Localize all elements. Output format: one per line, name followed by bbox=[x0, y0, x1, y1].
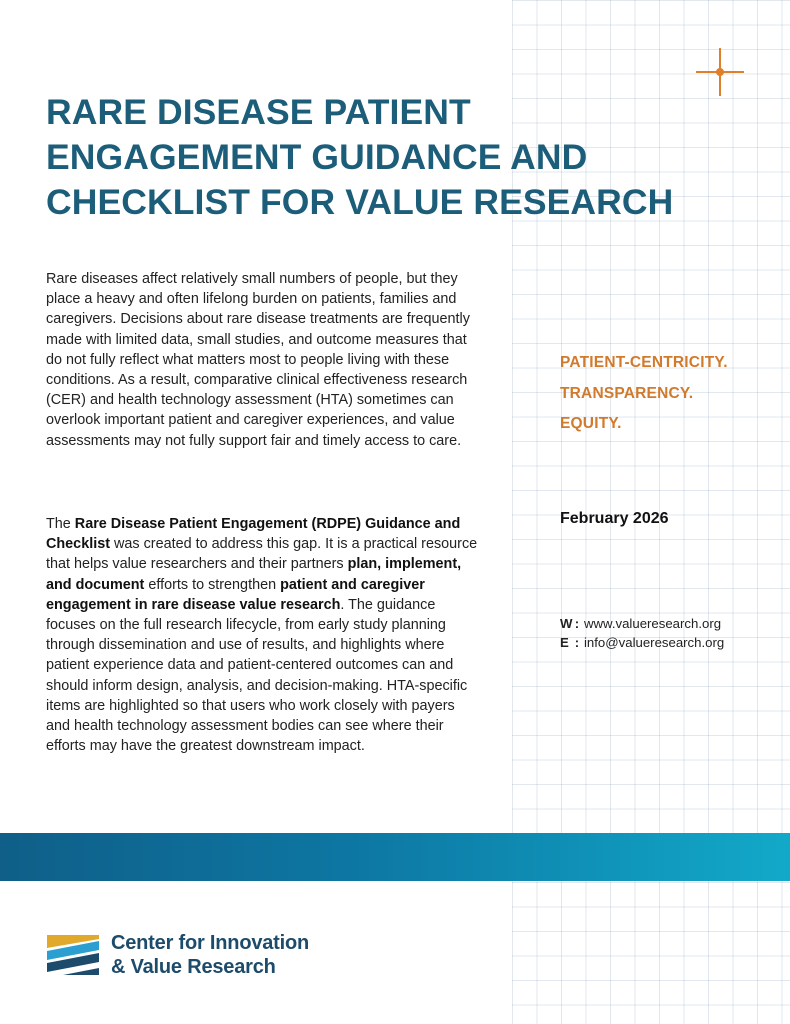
organization-logo-text bbox=[111, 931, 309, 979]
web-separator: : bbox=[574, 616, 580, 631]
p2-text-2: was created to address this gap. It is a practical resource that helps value researchers and their partners bbox=[46, 536, 478, 573]
intro-paragraph-2 bbox=[46, 514, 478, 756]
email-key: E bbox=[560, 635, 569, 650]
p2-text-3: efforts to strengthen bbox=[144, 576, 281, 593]
logo-line-1: Center for Innovation bbox=[111, 932, 310, 954]
p2-text-4: . The guidance focuses on the full research lifecycle, from early study planning through dissemination and use of results, and highlights where patient experience data and patient-centered outcomes can and should inform design, analysis, and decision-making. HTA-specific items are highlighted so that users who work closely with payers and health technology assessment bodies can see where their efforts may have the greatest downstream impact. bbox=[46, 596, 468, 755]
taglines bbox=[560, 348, 728, 440]
crosshair-plus-icon bbox=[696, 48, 744, 96]
tagline-patient-centricity: PATIENT-CENTRICITY. bbox=[560, 354, 728, 371]
title-line-1: RARE DISEASE PATIENT bbox=[46, 92, 471, 132]
contact-web-row bbox=[560, 614, 724, 633]
p2-bold-rdpe-title: Rare Disease Patient Engagement (RDPE) Guidance and Checklist bbox=[46, 516, 461, 553]
logo-line-2: & Value Research bbox=[111, 956, 276, 978]
publication-date: February 2026 bbox=[560, 510, 669, 527]
email-separator: : bbox=[574, 635, 580, 650]
contact-block bbox=[560, 614, 724, 652]
title-line-3: CHECKLIST FOR VALUE RESEARCH bbox=[46, 182, 674, 222]
title-line-2: ENGAGEMENT GUIDANCE AND bbox=[46, 137, 588, 177]
p2-bold-engagement: patient and caregiver engagement in rare disease value research bbox=[46, 576, 425, 613]
cvr-logo-icon bbox=[47, 935, 99, 975]
tagline-equity: EQUITY. bbox=[560, 415, 622, 432]
contact-email-row bbox=[560, 633, 724, 652]
document-title bbox=[46, 90, 706, 225]
p2-bold-plan: plan, implement, and document bbox=[46, 556, 462, 593]
intro-paragraph-1: Rare diseases affect relatively small numbers of people, but they place a heavy and often lifelong burden on patients, families and caregivers. Decisions about rare disease treatments are frequently made with limited data, small studies, and outcome measures that do not fully reflect what matters most to people living with these conditions. As a result, comparative clinical effectiveness research (CER) and health technology assessment (HTA) sometimes can overlook important patient and caregiver experiences, and value assessments may not fully support fair and timely access to care. bbox=[46, 271, 470, 449]
web-key: W bbox=[560, 616, 573, 631]
email-link[interactable]: info@valueresearch.org bbox=[584, 635, 725, 650]
p2-text-1: The bbox=[46, 516, 75, 532]
web-link[interactable]: www.valueresearch.org bbox=[584, 616, 722, 631]
tagline-transparency: TRANSPARENCY. bbox=[560, 384, 694, 402]
gradient-band bbox=[0, 833, 790, 881]
